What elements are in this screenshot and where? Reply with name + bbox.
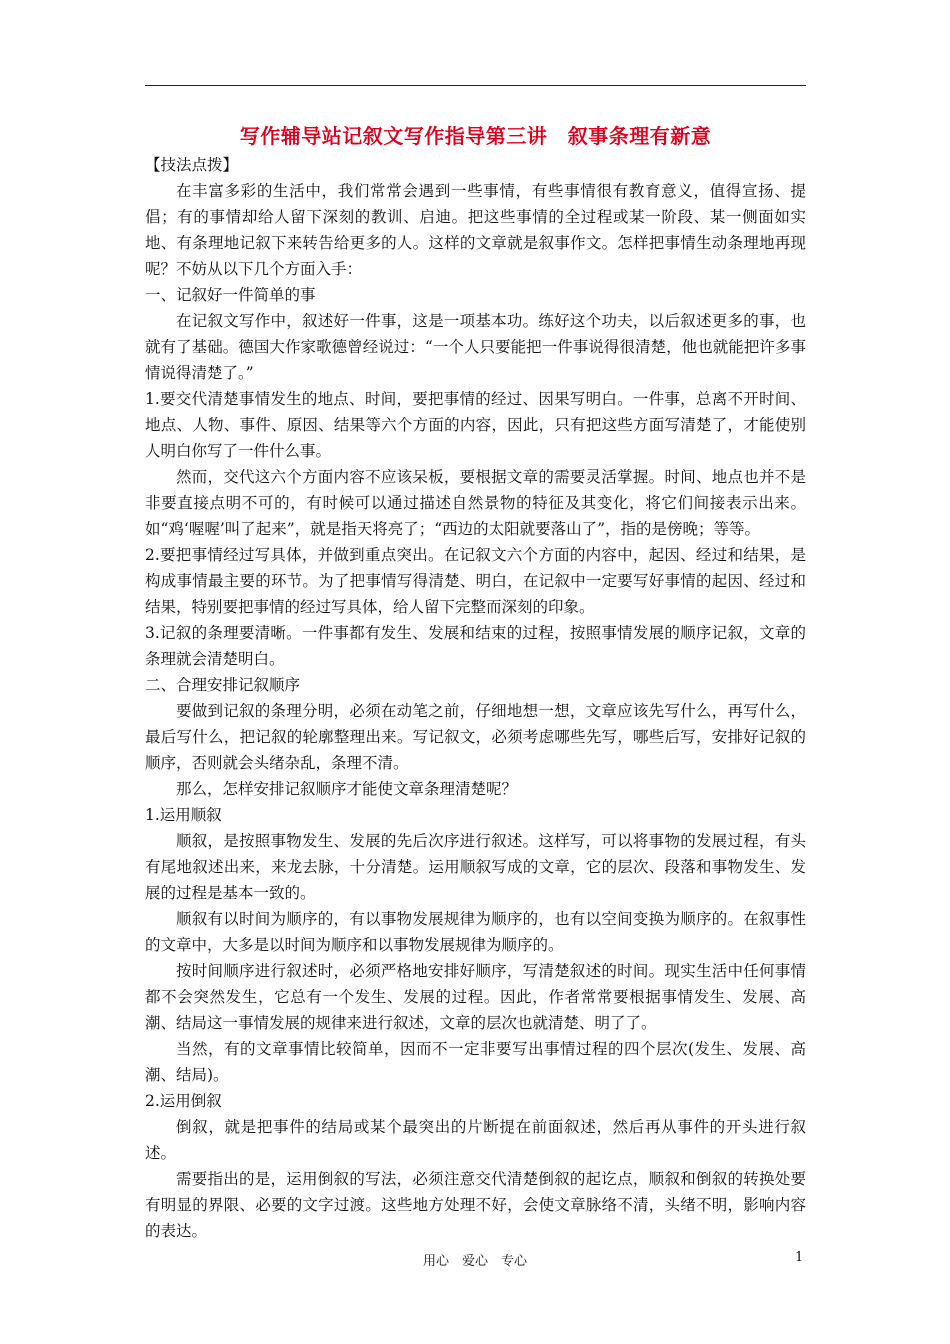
paragraph: 倒叙，就是把事件的结局或某个最突出的片断提在前面叙述，然后再从事件的开头进行叙述。 bbox=[145, 1118, 806, 1162]
section-line: 3.记叙的条理要清晰。一件事都有发生、发展和结束的过程，按照事情发展的顺序记叙，文章的条理就会清楚明白。 bbox=[145, 624, 806, 668]
paragraph: 顺叙有以时间为顺序的，有以事物发展规律为顺序的，也有以空间变换为顺序的。在叙事性的文章中，大多是以时间为顺序和以事物发展规律为顺序的。 bbox=[145, 910, 806, 954]
page-number: 1 bbox=[795, 1250, 804, 1265]
paragraph: 在丰富多彩的生活中，我们常常会遇到一些事情，有些事情很有教育意义，值得宣扬、提倡；有的事情却给人留下深刻的教训、启迪。把这些事情的全过程或某一阶段、某一侧面如实地、有条理地记叙下来转告给更多的人。这样的文章就是叙事作文。怎样把事情生动条理地再现呢？不妨从以下几个方面入手： bbox=[145, 182, 806, 278]
header-rule bbox=[145, 85, 806, 86]
paragraph: 需要指出的是，运用倒叙的写法，必须注意交代清楚倒叙的起讫点，顺叙和倒叙的转换处要有明显的界限、必要的文字过渡。这些地方处理不好，会使文章脉络不清，头绪不明，影响内容的表达。 bbox=[145, 1170, 806, 1240]
paragraph: 当然，有的文章事情比较简单，因而不一定非要写出事情过程的四个层次(发生、发展、高潮、结局)。 bbox=[145, 1040, 806, 1084]
paragraph: 在记叙文写作中，叙述好一件事，这是一项基本功。练好这个功夫，以后叙述更多的事，也就有了基础。德国大作家歌德曾经说过：“一个人只要能把一件事说得很清楚，他也就能把许多事情说得清楚了。” bbox=[145, 312, 806, 382]
paragraph: 按时间顺序进行叙述时，必须严格地安排好顺序，写清楚叙述的时间。现实生活中任何事情都不会突然发生，它总有一个发生、发展的过程。因此，作者常常要根据事情发生、发展、高潮、结局这一事情发展的规律来进行叙述，文章的层次也就清楚、明了了。 bbox=[145, 962, 806, 1032]
document-title: 写作辅导站记叙文写作指导第三讲 叙事条理有新意 bbox=[239, 124, 712, 148]
document-body bbox=[145, 120, 806, 1244]
section-line: 【技法点拨】 bbox=[145, 156, 239, 174]
section-line: 二、合理安排记叙顺序 bbox=[145, 676, 301, 694]
paragraph: 那么，怎样安排记叙顺序才能使文章条理清楚呢？ bbox=[176, 780, 518, 798]
section-line: 1.运用顺叙 bbox=[145, 806, 222, 824]
paragraph: 顺叙，是按照事物发生、发展的先后次序进行叙述。这样写，可以将事物的发展过程，有头有尾地叙述出来，来龙去脉，十分清楚。运用顺叙写成的文章，它的层次、段落和事物发生、发展的过程是基本一致的。 bbox=[145, 832, 806, 902]
footer-motto: 用心 爱心 专心 bbox=[422, 1254, 527, 1269]
section-line: 一、记叙好一件简单的事 bbox=[145, 286, 316, 304]
document-paragraphs bbox=[145, 152, 806, 1244]
paragraph: 要做到记叙的条理分明，必须在动笔之前，仔细地想一想，文章应该先写什么，再写什么，最后写什么，把记叙的轮廓整理出来。写记叙文，必须考虑哪些先写，哪些后写，安排好记叙的顺序，否则就会头绪杂乱，条理不清。 bbox=[145, 702, 806, 772]
section-line: 2.运用倒叙 bbox=[145, 1092, 222, 1110]
paragraph: 然而，交代这六个方面内容不应该呆板，要根据文章的需要灵活掌握。时间、地点也并不是非要直接点明不可的，有时候可以通过描述自然景物的特征及其变化，将它们间接表示出来。如“鸡‘喔喔’叫了起来”，就是指天将亮了；“西边的太阳就要落山了”，指的是傍晚；等等。 bbox=[145, 468, 806, 538]
section-line: 1.要交代清楚事情发生的地点、时间，要把事情的经过、因果写明白。一件事，总离不开时间、地点、人物、事件、原因、结果等六个方面的内容，因此，只有把这些方面写清楚了，才能使别人明白你写了一件什么事。 bbox=[145, 390, 806, 460]
section-line: 2.要把事情经过写具体，并做到重点突出。在记叙文六个方面的内容中，起因、经过和结果，是构成事情最主要的环节。为了把事情写得清楚、明白，在记叙中一定要写好事情的起因、经过和结果，特别要把事情的经过写具体，给人留下完整而深刻的印象。 bbox=[145, 546, 806, 616]
